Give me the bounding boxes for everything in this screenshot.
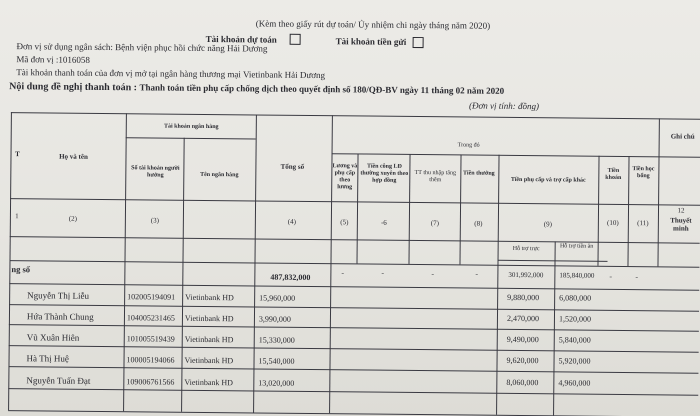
colnum-3: (3) bbox=[150, 216, 160, 225]
col-leave: Tiền khoán bbox=[605, 167, 622, 181]
row-bank: Vietinbank HD bbox=[184, 334, 234, 345]
totals-dash-1: - bbox=[341, 268, 345, 278]
totals-total: 487,832,000 bbox=[270, 272, 311, 282]
content-text: Thanh toán tiền phụ cấp chống dịch theo quyết định số 180/QĐ-BV ngày 11 tháng 02 năm 2020 bbox=[139, 82, 505, 96]
col-allowance: Tiền phụ cấp và trợ cấp khác bbox=[510, 176, 586, 184]
row-name: Vũ Xuân Hiên bbox=[26, 332, 80, 343]
acct-deposit-label: Tài khoản tiền gửi bbox=[335, 36, 407, 47]
row-acct: 102005194091 bbox=[127, 292, 176, 302]
colnum-5: (5) bbox=[340, 218, 349, 227]
sub-support-label: Hỗ trợ trực bbox=[512, 245, 540, 253]
col-acct-no: Số tài khoản người hưởng bbox=[131, 165, 180, 179]
totals-dash-2: - bbox=[381, 268, 385, 278]
col-name: Họ và tên bbox=[59, 152, 88, 161]
row-acct: 100005194066 bbox=[126, 355, 175, 365]
col-stt: T bbox=[15, 150, 20, 159]
acct-estimate-checkbox[interactable] bbox=[290, 34, 301, 45]
totals-meal: 185,840,000 bbox=[559, 271, 595, 280]
row-total: 15,540,000 bbox=[258, 356, 295, 366]
unit-note: (Đơn vị tính: đồng) bbox=[468, 100, 540, 112]
row-support: 9,620,000 bbox=[506, 355, 539, 366]
payment-content-line bbox=[9, 81, 504, 97]
col-of-which: Trong đó bbox=[457, 142, 480, 149]
acct-deposit-checkbox[interactable] bbox=[413, 37, 424, 48]
totals-dash-6: - bbox=[635, 272, 639, 282]
colnum-6: -6 bbox=[380, 218, 387, 227]
colnum-12: 12 bbox=[677, 206, 685, 215]
colnum-1: 1 bbox=[15, 212, 19, 221]
unit-code-line: Mã đơn vị :1016058 bbox=[16, 54, 90, 65]
totals-support: 301,992,000 bbox=[508, 270, 544, 280]
col-bank-group: Tài khoản ngân hàng bbox=[163, 123, 219, 131]
acct-estimate-label: Tài khoản dự toán bbox=[205, 33, 277, 45]
colnum-7: (7) bbox=[430, 219, 439, 228]
row-bank: Vietinbank HD bbox=[184, 377, 234, 388]
colnum-2: (2) bbox=[68, 214, 78, 223]
totals-dash-3: - bbox=[431, 269, 435, 279]
colnum-8: (8) bbox=[474, 219, 483, 228]
row-total: 3,990,000 bbox=[258, 314, 291, 324]
row-name: Hà Thị Huệ bbox=[26, 353, 69, 364]
row-support: 8,060,000 bbox=[506, 377, 539, 388]
col-total: Tổng số bbox=[280, 162, 305, 171]
content-label: Nội dung đề nghị thanh toán : bbox=[9, 81, 138, 94]
row-bank: Vietinbank HD bbox=[185, 292, 234, 303]
row-total: 15,960,000 bbox=[259, 293, 296, 303]
row-support: 9,880,000 bbox=[507, 292, 540, 303]
row-acct: 101005519439 bbox=[126, 334, 175, 344]
row-bank: Vietinbank HD bbox=[184, 355, 234, 366]
row-meal: 5,840,000 bbox=[558, 335, 591, 345]
row-meal: 6,080,000 bbox=[559, 293, 592, 303]
row-meal: 5,920,000 bbox=[558, 356, 591, 366]
row-name: Hứa Thành Chung bbox=[26, 311, 94, 322]
col-income: TT thu nhập tăng thêm bbox=[414, 169, 457, 184]
row-name: Nguyễn Tuấn Đạt bbox=[26, 375, 91, 386]
colnum-10: (10) bbox=[607, 218, 619, 227]
row-support: 2,470,000 bbox=[506, 313, 540, 324]
row-support: 9,490,000 bbox=[506, 334, 539, 345]
col-bank-name: Tên ngân hàng bbox=[200, 171, 239, 179]
col-salary: Lương và phụ cấp theo lương bbox=[332, 163, 358, 191]
row-total: 15,330,000 bbox=[258, 335, 295, 345]
row-acct: 104005231465 bbox=[126, 313, 175, 323]
sub-meal-label: Hỗ trợ tiền ăn bbox=[559, 243, 594, 250]
attached-note: (Kèm theo giấy rút dự toán/ Ủy nhiệm chi ngày tháng năm 2020) bbox=[255, 18, 491, 31]
totals-label: ng số bbox=[11, 264, 31, 275]
row-total: 13,020,000 bbox=[258, 378, 295, 388]
col-bonus: Tiền thưởng bbox=[462, 170, 495, 177]
budget-unit-line: Đơn vị sử dụng ngân sách: Bệnh viện phục hồi chức năng Hải Dương bbox=[16, 41, 268, 54]
row-bank: Vietinbank HD bbox=[184, 313, 234, 324]
row-name: Nguyễn Thị Liễu bbox=[27, 290, 90, 301]
row-meal: 4,960,000 bbox=[558, 378, 591, 388]
account-line: Tài khoản thanh toán của đơn vị mở tại ngân hàng thương mại Vietinbank Hải Dương bbox=[16, 67, 326, 81]
col-notes: Ghi chú bbox=[670, 132, 695, 141]
colnum-11: (11) bbox=[637, 219, 649, 228]
totals-dash-5: - bbox=[609, 271, 613, 281]
totals-dash-4: - bbox=[475, 269, 479, 279]
row-meal: 1,520,000 bbox=[558, 314, 592, 324]
col-scholarship: Tiền học bổng bbox=[632, 166, 655, 180]
colnum-4: (4) bbox=[287, 217, 297, 226]
col-wages: Tiền công LĐ thường xuyên theo hợp đồng bbox=[360, 163, 409, 184]
colnum-12-note: Thuyết minh bbox=[670, 216, 692, 233]
colnum-9: (9) bbox=[543, 220, 552, 229]
row-acct: 109006761566 bbox=[126, 377, 175, 387]
